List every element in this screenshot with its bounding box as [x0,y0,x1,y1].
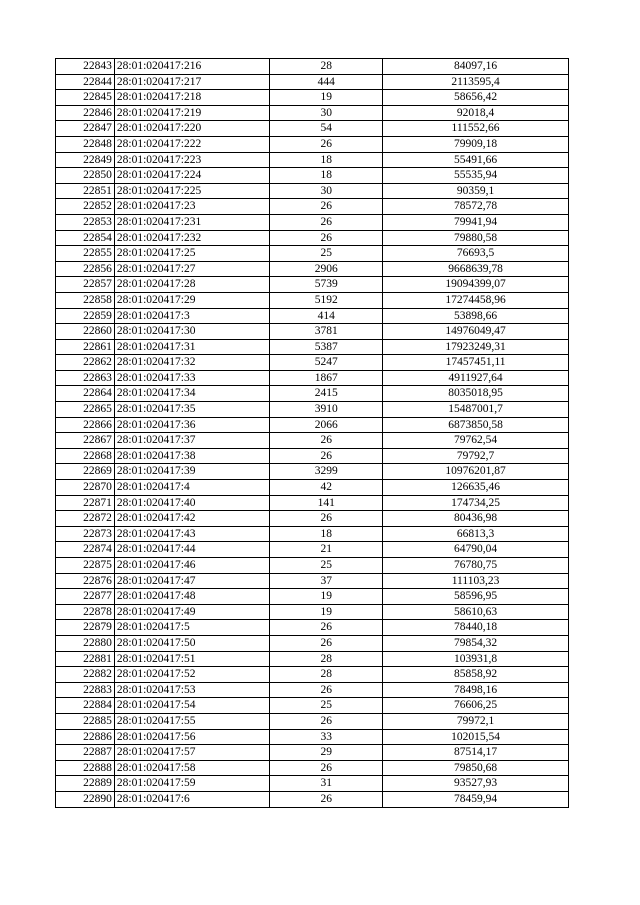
row-number-cell: 22881 [56,651,115,667]
cadastral-number-cell: 28:01:020417:33 [114,370,269,386]
cadastral-value-cell: 17923249,31 [383,339,569,355]
area-cell: 28 [270,651,383,667]
row-number-cell: 22847 [56,121,115,137]
table-row [56,121,569,137]
cadastral-value-cell: 93527,93 [383,776,569,792]
cadastral-number-cell: 28:01:020417:224 [114,168,269,184]
area-cell: 1867 [270,370,383,386]
table-row [56,698,569,714]
row-number-cell: 22865 [56,402,115,418]
area-cell: 18 [270,168,383,184]
table-row [56,90,569,106]
cadastral-value-cell: 9668639,78 [383,261,569,277]
row-number-cell: 22880 [56,635,115,651]
cadastral-value-cell: 4911927,64 [383,370,569,386]
table-row [56,417,569,433]
row-number-cell: 22862 [56,355,115,371]
cadastral-number-cell: 28:01:020417:50 [114,635,269,651]
cadastral-number-cell: 28:01:020417:218 [114,90,269,106]
area-cell: 26 [270,230,383,246]
table-row [56,791,569,807]
cadastral-value-cell: 55535,94 [383,168,569,184]
area-cell: 26 [270,511,383,527]
area-cell: 25 [270,558,383,574]
cadastral-number-cell: 28:01:020417:57 [114,745,269,761]
row-number-cell: 22869 [56,464,115,480]
cadastral-value-cell: 126635,46 [383,480,569,496]
cadastral-value-cell: 80436,98 [383,511,569,527]
row-number-cell: 22888 [56,760,115,776]
row-number-cell: 22885 [56,713,115,729]
row-number-cell: 22845 [56,90,115,106]
table-row [56,433,569,449]
table-row [56,526,569,542]
row-number-cell: 22877 [56,589,115,605]
table-row [56,448,569,464]
area-cell: 37 [270,573,383,589]
cadastral-number-cell: 28:01:020417:6 [114,791,269,807]
cadastral-number-cell: 28:01:020417:55 [114,713,269,729]
table-row [56,152,569,168]
row-number-cell: 22851 [56,183,115,199]
table-row [56,339,569,355]
cadastral-value-cell: 78498,16 [383,682,569,698]
row-number-cell: 22852 [56,199,115,215]
area-cell: 5739 [270,277,383,293]
cadastral-value-cell: 76693,5 [383,246,569,262]
row-number-cell: 22843 [56,59,115,75]
area-cell: 3299 [270,464,383,480]
table-row [56,745,569,761]
area-cell: 19 [270,589,383,605]
table-row [56,511,569,527]
row-number-cell: 22873 [56,526,115,542]
cadastral-value-cell: 103931,8 [383,651,569,667]
area-cell: 26 [270,635,383,651]
area-cell: 42 [270,480,383,496]
table-row [56,74,569,90]
cadastral-value-cell: 8035018,95 [383,386,569,402]
cadastral-number-cell: 28:01:020417:47 [114,573,269,589]
cadastral-value-cell: 53898,66 [383,308,569,324]
table-row [56,682,569,698]
area-cell: 33 [270,729,383,745]
cadastral-number-cell: 28:01:020417:223 [114,152,269,168]
cadastral-value-cell: 79762,54 [383,433,569,449]
cadastral-number-cell: 28:01:020417:220 [114,121,269,137]
cadastral-value-cell: 79941,94 [383,214,569,230]
area-cell: 28 [270,667,383,683]
area-cell: 414 [270,308,383,324]
cadastral-number-cell: 28:01:020417:52 [114,667,269,683]
row-number-cell: 22883 [56,682,115,698]
table-row [56,651,569,667]
table-row [56,199,569,215]
cadastral-number-cell: 28:01:020417:56 [114,729,269,745]
row-number-cell: 22844 [56,74,115,90]
area-cell: 25 [270,698,383,714]
area-cell: 5247 [270,355,383,371]
cadastral-number-cell: 28:01:020417:58 [114,760,269,776]
table-row [56,729,569,745]
cadastral-value-cell: 87514,17 [383,745,569,761]
area-cell: 30 [270,183,383,199]
table-row [56,292,569,308]
row-number-cell: 22867 [56,433,115,449]
cadastral-value-cell: 58656,42 [383,90,569,106]
area-cell: 54 [270,121,383,137]
row-number-cell: 22887 [56,745,115,761]
cadastral-value-cell: 66813,3 [383,526,569,542]
row-number-cell: 22874 [56,542,115,558]
row-number-cell: 22859 [56,308,115,324]
cadastral-number-cell: 28:01:020417:48 [114,589,269,605]
cadastral-number-cell: 28:01:020417:36 [114,417,269,433]
area-cell: 2415 [270,386,383,402]
cadastral-number-cell: 28:01:020417:25 [114,246,269,262]
area-cell: 3781 [270,324,383,340]
cadastral-number-cell: 28:01:020417:35 [114,402,269,418]
row-number-cell: 22854 [56,230,115,246]
row-number-cell: 22855 [56,246,115,262]
table-row [56,308,569,324]
row-number-cell: 22884 [56,698,115,714]
row-number-cell: 22861 [56,339,115,355]
cadastral-value-cell: 78440,18 [383,620,569,636]
row-number-cell: 22863 [56,370,115,386]
cadastral-number-cell: 28:01:020417:225 [114,183,269,199]
area-cell: 18 [270,526,383,542]
cadastral-value-cell: 111103,23 [383,573,569,589]
cadastral-value-cell: 10976201,87 [383,464,569,480]
area-cell: 25 [270,246,383,262]
cadastral-value-cell: 79909,18 [383,136,569,152]
cadastral-number-cell: 28:01:020417:30 [114,324,269,340]
table-row [56,59,569,75]
cadastral-number-cell: 28:01:020417:54 [114,698,269,714]
row-number-cell: 22850 [56,168,115,184]
cadastral-number-cell: 28:01:020417:31 [114,339,269,355]
row-number-cell: 22876 [56,573,115,589]
cadastral-number-cell: 28:01:020417:217 [114,74,269,90]
area-cell: 26 [270,760,383,776]
table-row [56,604,569,620]
area-cell: 26 [270,433,383,449]
cadastral-value-cell: 78459,94 [383,791,569,807]
area-cell: 141 [270,495,383,511]
row-number-cell: 22853 [56,214,115,230]
cadastral-number-cell: 28:01:020417:40 [114,495,269,511]
table-row [56,168,569,184]
cadastral-number-cell: 28:01:020417:5 [114,620,269,636]
row-number-cell: 22857 [56,277,115,293]
area-cell: 26 [270,136,383,152]
table-row [56,480,569,496]
area-cell: 26 [270,448,383,464]
cadastral-value-cell: 15487001,7 [383,402,569,418]
row-number-cell: 22886 [56,729,115,745]
row-number-cell: 22889 [56,776,115,792]
cadastral-value-cell: 2113595,4 [383,74,569,90]
cadastral-value-cell: 58596,95 [383,589,569,605]
cadastral-value-cell: 19094399,07 [383,277,569,293]
cadastral-number-cell: 28:01:020417:28 [114,277,269,293]
table-row [56,230,569,246]
table-row [56,760,569,776]
area-cell: 28 [270,59,383,75]
area-cell: 26 [270,713,383,729]
cadastral-number-cell: 28:01:020417:43 [114,526,269,542]
table-row [56,573,569,589]
area-cell: 2906 [270,261,383,277]
cadastral-value-cell: 111552,66 [383,121,569,137]
cadastral-value-cell: 76780,75 [383,558,569,574]
cadastral-number-cell: 28:01:020417:34 [114,386,269,402]
row-number-cell: 22849 [56,152,115,168]
cadastral-number-cell: 28:01:020417:49 [114,604,269,620]
table-row [56,214,569,230]
cadastral-value-cell: 79792,7 [383,448,569,464]
row-number-cell: 22866 [56,417,115,433]
cadastral-number-cell: 28:01:020417:219 [114,105,269,121]
cadastral-value-cell: 79880,58 [383,230,569,246]
cadastral-number-cell: 28:01:020417:46 [114,558,269,574]
area-cell: 26 [270,199,383,215]
table-row [56,402,569,418]
area-cell: 26 [270,620,383,636]
table-row [56,246,569,262]
cadastral-number-cell: 28:01:020417:39 [114,464,269,480]
area-cell: 26 [270,791,383,807]
cadastral-value-cell: 84097,16 [383,59,569,75]
area-cell: 18 [270,152,383,168]
cadastral-number-cell: 28:01:020417:29 [114,292,269,308]
cadastral-value-cell: 79972,1 [383,713,569,729]
row-number-cell: 22860 [56,324,115,340]
cadastral-number-cell: 28:01:020417:27 [114,261,269,277]
area-cell: 444 [270,74,383,90]
cadastral-number-cell: 28:01:020417:32 [114,355,269,371]
row-number-cell: 22890 [56,791,115,807]
cadastral-number-cell: 28:01:020417:3 [114,308,269,324]
area-cell: 30 [270,105,383,121]
table-row [56,136,569,152]
table-row [56,495,569,511]
area-cell: 26 [270,214,383,230]
cadastral-value-cell: 79850,68 [383,760,569,776]
cadastral-number-cell: 28:01:020417:23 [114,199,269,215]
cadastral-value-cell: 64790,04 [383,542,569,558]
cadastral-value-cell: 6873850,58 [383,417,569,433]
area-cell: 5387 [270,339,383,355]
table-row [56,589,569,605]
area-cell: 21 [270,542,383,558]
cadastral-number-cell: 28:01:020417:216 [114,59,269,75]
cadastral-value-cell: 174734,25 [383,495,569,511]
row-number-cell: 22864 [56,386,115,402]
cadastral-value-cell: 78572,78 [383,199,569,215]
row-number-cell: 22871 [56,495,115,511]
cadastral-number-cell: 28:01:020417:232 [114,230,269,246]
table-row [56,370,569,386]
cadastral-value-cell: 79854,32 [383,635,569,651]
cadastral-value-cell: 17274458,96 [383,292,569,308]
table-row [56,635,569,651]
area-cell: 31 [270,776,383,792]
cadastral-value-cell: 76606,25 [383,698,569,714]
area-cell: 2066 [270,417,383,433]
cadastral-value-cell: 92018,4 [383,105,569,121]
table-row [56,464,569,480]
cadastral-number-cell: 28:01:020417:44 [114,542,269,558]
table-row [56,776,569,792]
cadastral-number-cell: 28:01:020417:37 [114,433,269,449]
row-number-cell: 22846 [56,105,115,121]
table-row [56,713,569,729]
table-row [56,261,569,277]
table-row [56,667,569,683]
row-number-cell: 22878 [56,604,115,620]
row-number-cell: 22879 [56,620,115,636]
area-cell: 19 [270,604,383,620]
table-row [56,277,569,293]
row-number-cell: 22868 [56,448,115,464]
row-number-cell: 22872 [56,511,115,527]
table-body [56,59,569,808]
table-row [56,620,569,636]
row-number-cell: 22875 [56,558,115,574]
table-row [56,542,569,558]
table-row [56,386,569,402]
cadastral-value-cell: 85858,92 [383,667,569,683]
cadastral-value-cell: 102015,54 [383,729,569,745]
area-cell: 26 [270,682,383,698]
cadastral-value-cell: 90359,1 [383,183,569,199]
cadastral-number-cell: 28:01:020417:53 [114,682,269,698]
cadastral-value-cell: 17457451,11 [383,355,569,371]
cadastral-number-cell: 28:01:020417:42 [114,511,269,527]
cadastral-number-cell: 28:01:020417:51 [114,651,269,667]
area-cell: 3910 [270,402,383,418]
cadastral-number-cell: 28:01:020417:222 [114,136,269,152]
cadastral-value-cell: 14976049,47 [383,324,569,340]
table-row [56,183,569,199]
cadastral-number-cell: 28:01:020417:59 [114,776,269,792]
cadastral-value-cell: 58610,63 [383,604,569,620]
cadastral-number-cell: 28:01:020417:231 [114,214,269,230]
table-row [56,324,569,340]
row-number-cell: 22882 [56,667,115,683]
table-row [56,105,569,121]
cadastral-value-cell: 55491,66 [383,152,569,168]
area-cell: 5192 [270,292,383,308]
row-number-cell: 22870 [56,480,115,496]
area-cell: 29 [270,745,383,761]
cadastral-value-table [55,58,569,808]
table-row [56,558,569,574]
row-number-cell: 22856 [56,261,115,277]
row-number-cell: 22858 [56,292,115,308]
row-number-cell: 22848 [56,136,115,152]
cadastral-number-cell: 28:01:020417:4 [114,480,269,496]
cadastral-number-cell: 28:01:020417:38 [114,448,269,464]
area-cell: 19 [270,90,383,106]
table-row [56,355,569,371]
